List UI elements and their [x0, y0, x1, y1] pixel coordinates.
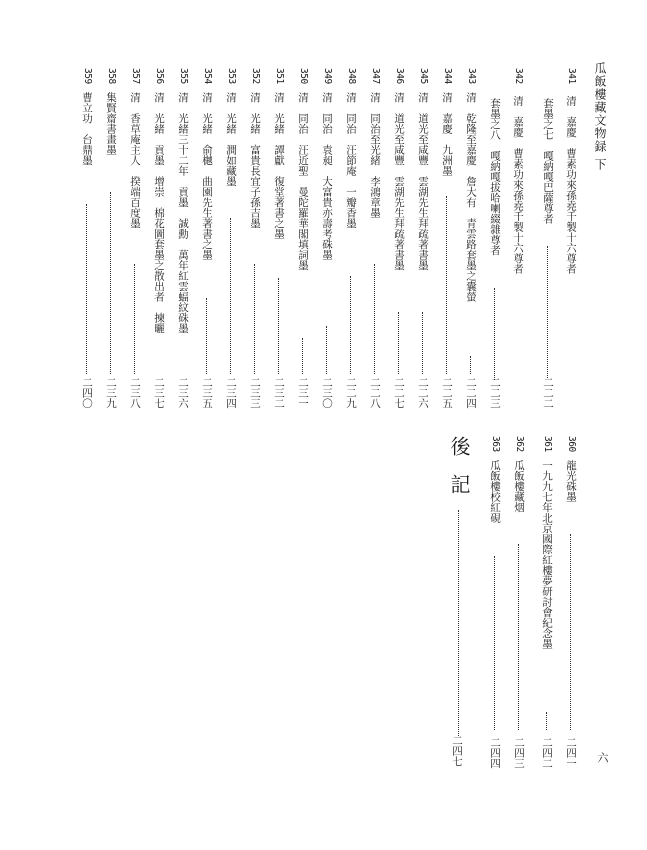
toc-entry-title: 363瓜飯樓校紅硯 [489, 436, 501, 523]
toc-entry-title: 354清 光緒 俞樾 曲園先生著書之墨 [201, 68, 213, 260]
toc-entry-363[interactable] [487, 436, 503, 768]
toc-entry-number: 341 [566, 68, 577, 84]
toc-entry-title: 套墨之八 嘎納嘎拔哈喇綴雜尊者 [489, 98, 501, 256]
toc-entry-page: 二四一 [565, 736, 577, 768]
toc-entry-345[interactable] [415, 68, 431, 408]
toc-entry-title: 362瓜飯樓藏烟 [513, 436, 525, 513]
leader-dots [326, 326, 327, 374]
toc-entry-350[interactable] [295, 68, 311, 408]
leader-dots [86, 204, 87, 374]
toc-entry-page: 二三六 [177, 376, 189, 408]
leader-dots [254, 264, 255, 374]
toc-entry-title: 359曹立功 台鼎墨 [81, 68, 93, 166]
toc-entry-351[interactable] [271, 68, 287, 408]
leader-dots [374, 264, 375, 374]
toc-entry-page: 二二五 [441, 376, 453, 408]
toc-entry-number: 348 [346, 68, 357, 84]
leader-dots [570, 534, 571, 730]
toc-entry-title: 351清 光緒 譚獻 復堂著書之墨 [273, 68, 285, 239]
leader-dots [458, 510, 459, 736]
toc-entry-number: 355 [178, 68, 189, 84]
toc-entry-page: 二二三 [489, 376, 501, 408]
toc-entry-number: 347 [370, 68, 381, 84]
toc-entry-355[interactable] [175, 68, 191, 408]
toc-entry-number: 356 [154, 68, 165, 84]
toc-entry-342[interactable] [510, 68, 526, 378]
toc-entry-page: 二三九 [105, 376, 117, 408]
leader-dots [547, 246, 548, 378]
leader-dots [134, 264, 135, 374]
leader-dots [546, 712, 547, 730]
afterword-title: 後記 [447, 436, 471, 512]
toc-entry-354[interactable] [199, 68, 215, 408]
toc-entry-361[interactable] [539, 436, 555, 768]
toc-entry-number: 361 [542, 436, 553, 452]
toc-entry-number: 362 [514, 436, 525, 452]
toc-entry-title: 358集賢齋書畫墨 [105, 68, 117, 155]
toc-entry-number: 342 [513, 68, 524, 84]
toc-entry-number: 353 [226, 68, 237, 84]
toc-entry-title: 360龍光硃墨 [565, 436, 577, 502]
toc-entry-number: 363 [490, 436, 501, 452]
leader-dots [518, 544, 519, 730]
toc-entry-title: 346清 道光至咸豐 雲湖先生拜疏著書墨 [393, 68, 405, 271]
toc-entry-page: 二二八 [369, 376, 381, 408]
toc-entry-number: 345 [418, 68, 429, 84]
toc-entry-number: 360 [566, 436, 577, 452]
toc-entry-356[interactable] [151, 68, 167, 408]
toc-entry-number: 346 [394, 68, 405, 84]
toc-entry-number: 351 [274, 68, 285, 84]
toc-entry-number: 359 [82, 68, 93, 84]
toc-entry-page: 二三三 [249, 376, 261, 408]
page-number: 六 [596, 752, 609, 763]
toc-entry-page: 二三五 [201, 376, 213, 408]
leader-dots [230, 218, 231, 374]
toc-entry-number: 344 [442, 68, 453, 84]
toc-entry-number: 343 [466, 68, 477, 84]
toc-entry-title: 341 清 嘉慶 曹素功來孫堯千製十六尊者 [565, 68, 577, 274]
toc-entry-page: 二四七 [451, 734, 463, 766]
toc-entry-359[interactable] [79, 68, 95, 408]
leader-dots [494, 288, 495, 380]
toc-entry-352[interactable] [247, 68, 263, 408]
toc-entry-page: 二二二 [542, 376, 554, 408]
toc-entry-353[interactable] [223, 68, 239, 408]
toc-entry-title: 349清 同治 袁昶 大富貴亦壽考硃墨 [321, 68, 333, 260]
running-title: 瓜飯樓藏文物録 下 [593, 62, 607, 171]
leader-dots [494, 556, 495, 730]
toc-entry-page: 二三二 [273, 376, 285, 408]
toc-entry-358[interactable] [103, 68, 119, 408]
toc-entry-341-cont[interactable] [540, 98, 556, 408]
toc-entry-page: 二二九 [345, 376, 357, 408]
toc-entry-349[interactable] [319, 68, 335, 408]
toc-entry-362[interactable] [511, 436, 527, 768]
toc-entry-346[interactable] [391, 68, 407, 408]
toc-entry-number: 354 [202, 68, 213, 84]
toc-entry-number: 352 [250, 68, 261, 84]
toc-entry-title: 357清 香草庵主人 揆端百度墨 [129, 68, 141, 229]
toc-entry-title: 345清 道光至咸豐 雲湖先生拜疏著書墨 [417, 68, 429, 271]
toc-entry-title: 343清 乾隆至嘉慶 詹大有 青雲路套墨之囊螢 [465, 68, 477, 302]
toc-entry-page: 二二四 [465, 376, 477, 408]
toc-entry-360[interactable] [563, 436, 579, 768]
leader-dots [350, 276, 351, 374]
toc-entry-343[interactable] [463, 68, 479, 408]
leader-dots [302, 338, 303, 374]
leader-dots [206, 298, 207, 374]
toc-entry-page: 二三〇 [321, 376, 333, 408]
toc-entry-342-cont[interactable] [487, 98, 503, 408]
toc-entry-number: 357 [130, 68, 141, 84]
leader-dots [398, 312, 399, 374]
toc-entry-348[interactable] [343, 68, 359, 408]
toc-entry-number: 358 [106, 68, 117, 84]
toc-entry-341[interactable] [563, 68, 579, 378]
toc-entry-title: 347清 同治至光緒 李鴻章墨 [369, 68, 381, 218]
leader-dots [278, 278, 279, 374]
toc-entry-344[interactable] [439, 68, 455, 408]
toc-entry-title: 352清 光緒 富貴長宜子孫吉墨 [249, 68, 261, 229]
toc-entry-page: 二四四 [489, 736, 501, 768]
leader-dots [470, 356, 471, 374]
toc-entry-title: 350清 同治 汪近聖 曼陀羅華閣填詞墨 [297, 68, 309, 271]
toc-entry-page: 二二六 [417, 376, 429, 408]
toc-entry-title: 套墨之七 嘎納嘎巴薩尊者 [542, 98, 554, 224]
toc-entry-afterword[interactable] [448, 436, 470, 766]
toc-entry-title: 342 清 嘉慶 曹素功來孫堯千製十六尊者 [512, 68, 524, 274]
toc-entry-title: 356清 光緒 貢墨 增崇 棉花圖套墨之散出者 揀曬 [153, 68, 165, 334]
leader-dots [446, 196, 447, 374]
toc-entry-title: 355清 光緒三十二年 貢墨 誠勳 萬年紅雲蝠紋硃墨 [177, 68, 189, 334]
toc-entry-page: 二三一 [297, 376, 309, 408]
toc-entry-title: 353清 光緒 澗如藏墨 [225, 68, 237, 187]
toc-entry-page: 二三四 [225, 376, 237, 408]
toc-entry-357[interactable] [127, 68, 143, 408]
leader-dots [422, 312, 423, 374]
toc-entry-page: 二四〇 [81, 376, 93, 408]
toc-entry-page: 二四二 [541, 736, 553, 768]
toc-entry-title: 361一九九七年北京國際紅樓夢研討會紀念墨 [541, 436, 553, 649]
toc-entry-347[interactable] [367, 68, 383, 408]
toc-entry-title: 348清 同治 汪節庵 一瓣香墨 [345, 68, 357, 229]
toc-entry-page: 二四三 [513, 736, 525, 768]
leader-dots [110, 192, 111, 374]
toc-entry-number: 349 [322, 68, 333, 84]
toc-entry-page: 二三八 [129, 376, 141, 408]
toc-entry-title: 344清 嘉慶 九洲墨 [441, 68, 453, 176]
toc-entry-page: 二三七 [153, 376, 165, 408]
toc-entry-page: 二二七 [393, 376, 405, 408]
toc-entry-number: 350 [298, 68, 309, 84]
